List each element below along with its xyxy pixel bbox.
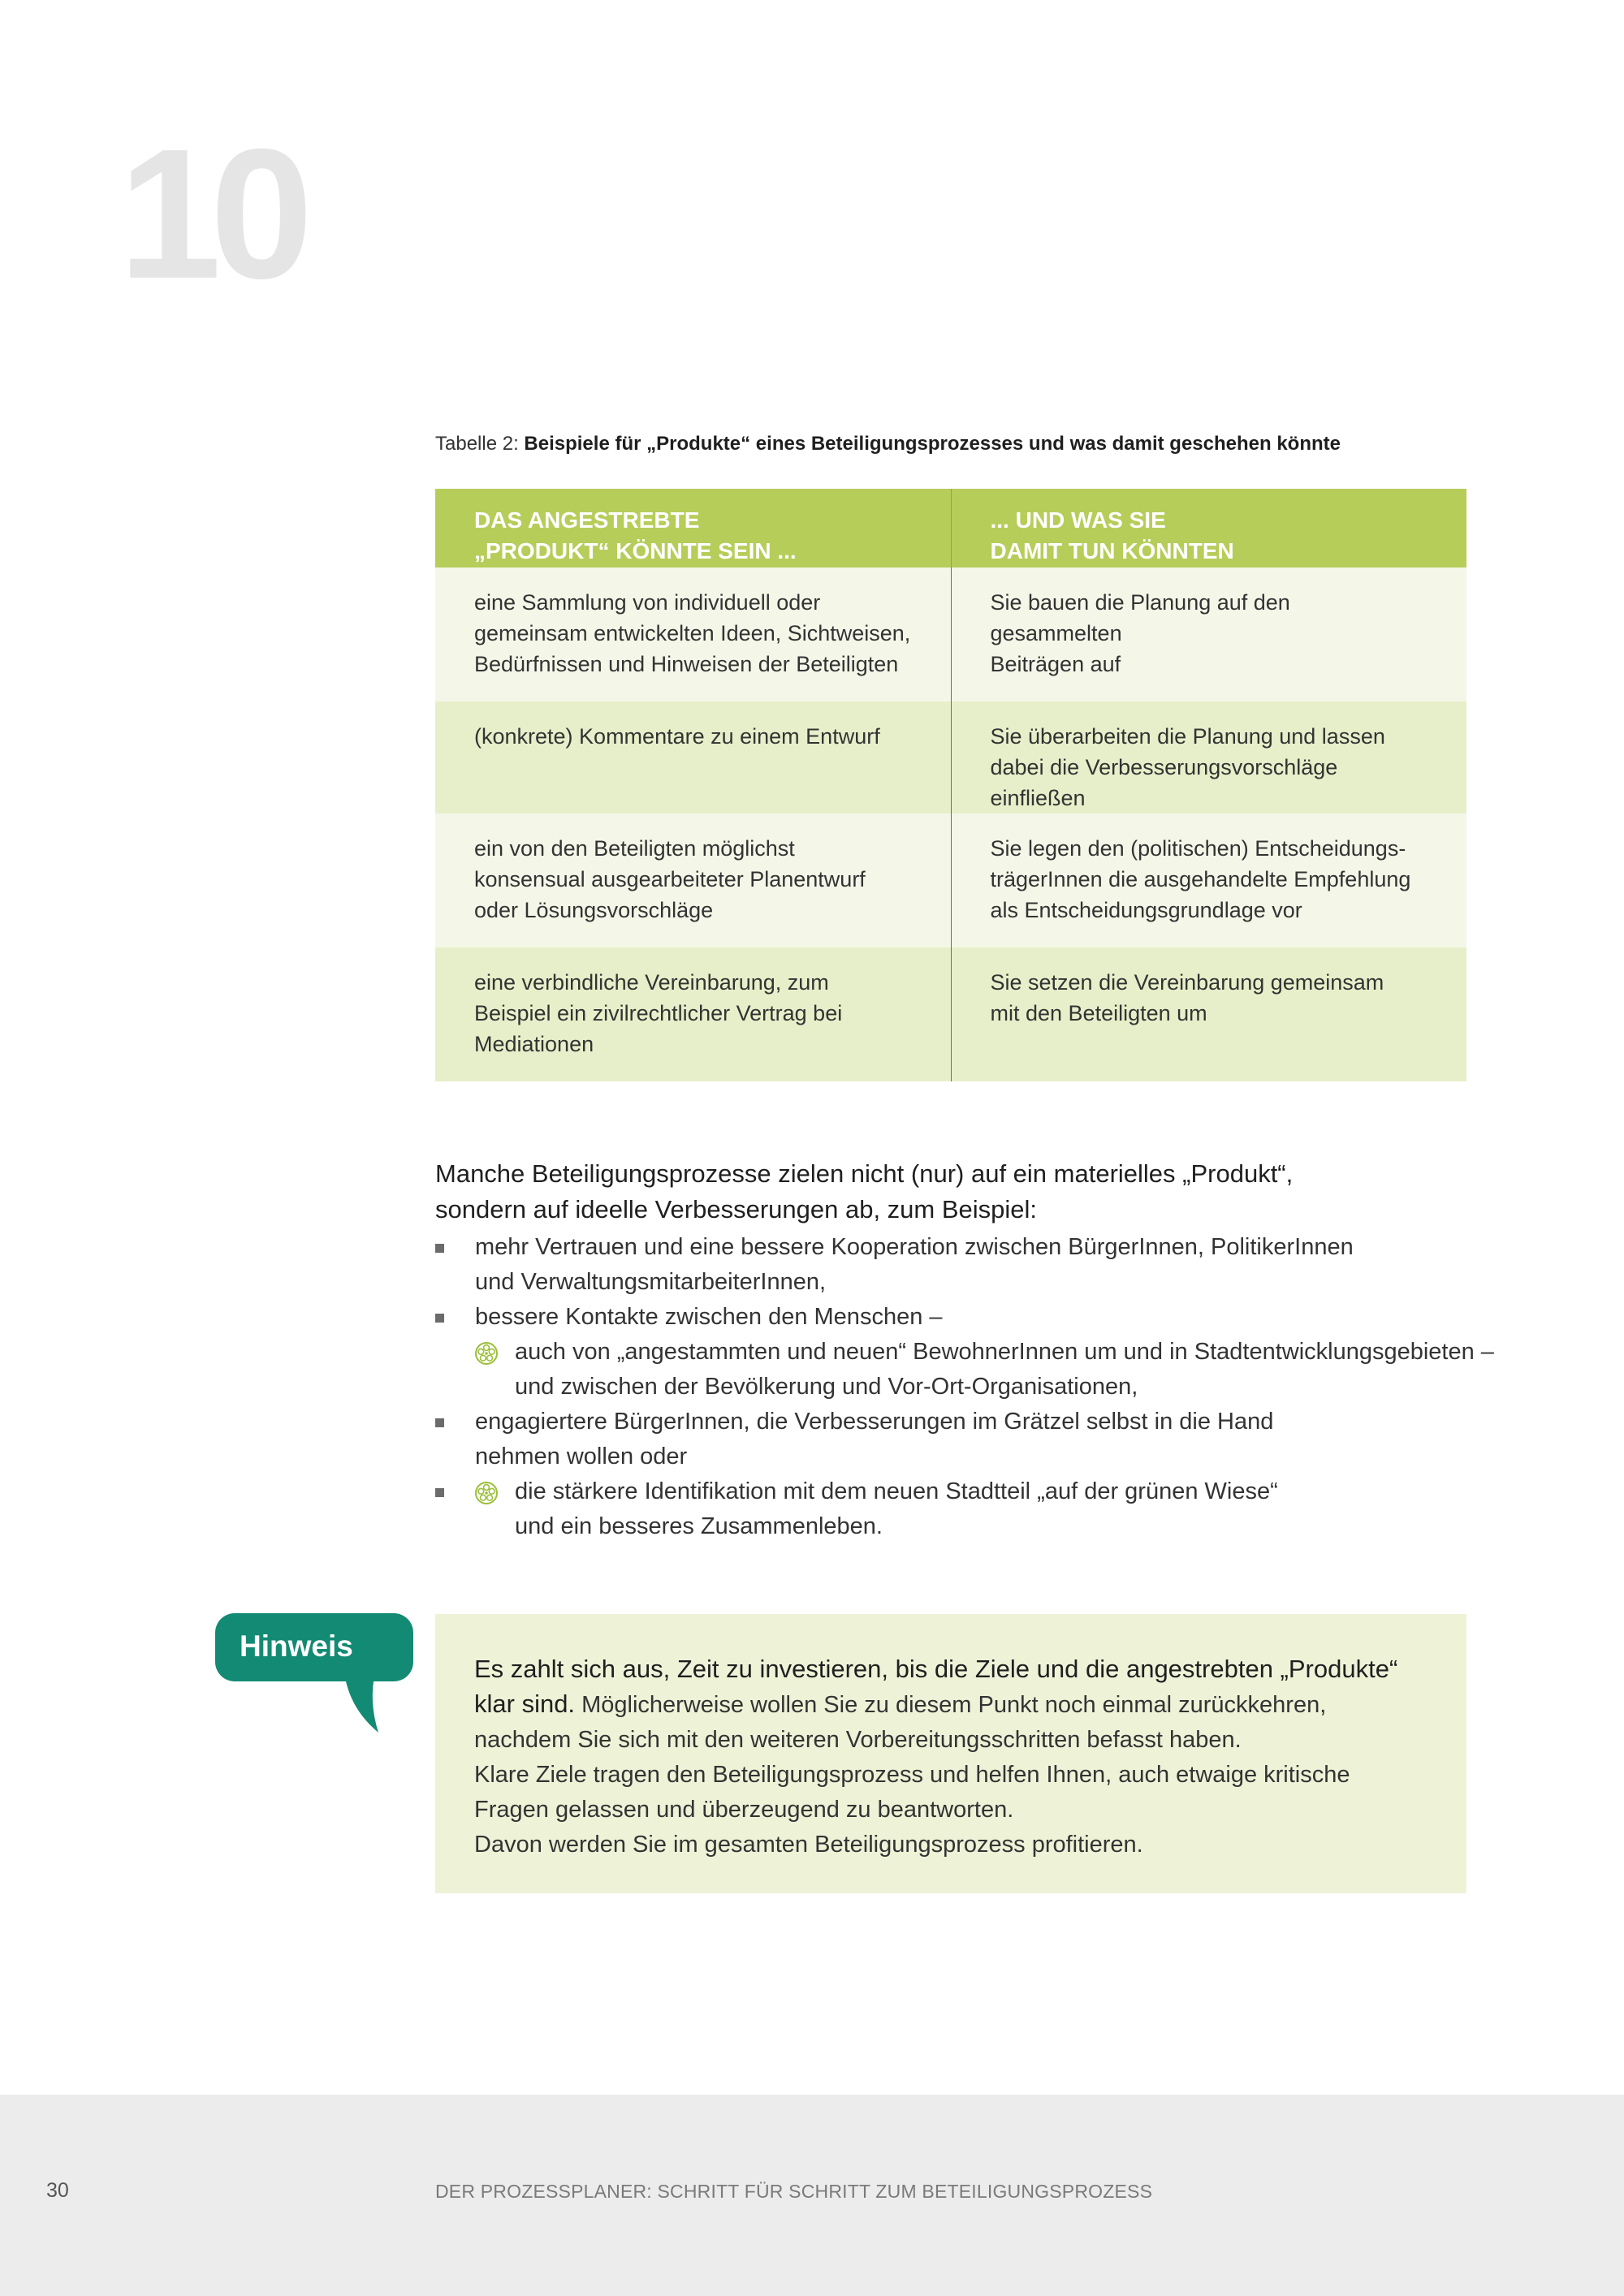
table-header-product xyxy=(435,489,951,568)
cell-line: gemeinsam entwickelten Ideen, Sichtweisen, xyxy=(474,621,911,645)
hint-line: Klare Ziele tragen den Beteiligungsprozess und helfen Ihnen, auch etwaige kritische xyxy=(474,1762,1350,1788)
hint-bubble-tail xyxy=(333,1672,382,1734)
table-cell-action xyxy=(951,568,1466,701)
cell-line: Sie setzen die Vereinbarung gemeinsam xyxy=(990,970,1384,995)
table-cell-action xyxy=(951,814,1466,947)
hint-line: Davon werden Sie im gesamten Beteiligungsprozess profitieren. xyxy=(474,1832,1143,1858)
cell-line: oder Lösungsvorschläge xyxy=(474,898,714,922)
list-item-line: und VerwaltungsmitarbeiterInnen, xyxy=(475,1269,827,1295)
table-cell-product xyxy=(435,814,951,947)
table-header-action xyxy=(951,489,1466,568)
table-cell-product xyxy=(435,701,951,814)
square-bullet-icon xyxy=(435,1488,444,1497)
table-cell-action xyxy=(951,947,1466,1081)
list-item xyxy=(435,1335,1507,1405)
table-caption-prefix: Tabelle 2: xyxy=(435,433,525,455)
hint-line xyxy=(474,1686,1427,1723)
flower-icon xyxy=(474,1481,499,1505)
list-item-line: und ein besseres Zusammenleben. xyxy=(515,1513,883,1539)
cell-line: Bedürfnissen und Hinweisen der Beteiligten xyxy=(474,652,899,676)
footer-title: DER PROZESSPLANER: SCHRITT FÜR SCHRITT ZUM BETEILIGUNGSPROZESS xyxy=(435,2181,1153,2202)
square-bullet-icon xyxy=(435,1314,444,1323)
table-row xyxy=(435,814,1466,947)
list-item xyxy=(435,1405,1507,1474)
header-line: ... UND WAS SIE xyxy=(990,507,1166,533)
list-item xyxy=(435,1230,1507,1300)
header-line: DAS ANGESTREBTE xyxy=(474,507,700,533)
cell-line: (konkrete) Kommentare zu einem Entwurf xyxy=(474,724,880,749)
hint-line: Fragen gelassen und überzeugend zu beantworten. xyxy=(474,1797,1014,1823)
cell-line: Sie legen den (politischen) Entscheidungs- xyxy=(990,836,1406,861)
cell-line: dabei die Verbesserungsvorschläge einfließen xyxy=(990,755,1338,810)
cell-line: Sie bauen die Planung auf den gesammelten xyxy=(990,590,1290,645)
list-item-line: auch von „angestammten und neuen“ BewohnerInnen um und in Stadtentwicklungsgebieten – xyxy=(515,1339,1494,1365)
list-item xyxy=(435,1300,1507,1335)
header-line: „PRODUKT“ KÖNNTE SEIN ... xyxy=(474,538,797,563)
list-item-line: nehmen wollen oder xyxy=(475,1444,688,1470)
cell-line: trägerInnen die ausgehandelte Empfehlung xyxy=(990,867,1411,891)
hint-label: Hinweis xyxy=(240,1629,353,1663)
table-cell-product xyxy=(435,568,951,701)
hint-line-continuation: Möglicherweise wollen Sie zu diesem Punkt noch einmal zurückkehren, xyxy=(575,1692,1327,1718)
table-row xyxy=(435,947,1466,1081)
cell-line: eine Sammlung von individuell oder xyxy=(474,590,821,615)
cell-line: als Entscheidungsgrundlage vor xyxy=(990,898,1302,922)
intro-line: sondern auf ideelle Verbesserungen ab, zum Beispiel: xyxy=(435,1195,1038,1224)
page-number: 30 xyxy=(46,2179,69,2202)
header-line: DAMIT TUN KÖNNTEN xyxy=(990,538,1234,563)
list-item-line: und zwischen der Bevölkerung und Vor-Ort-Organisationen, xyxy=(515,1374,1138,1400)
cell-line: Beiträgen auf xyxy=(990,652,1121,676)
list-item-line: die stärkere Identifikation mit dem neuen Stadtteil „auf der grünen Wiese“ xyxy=(515,1478,1278,1504)
table-cell-product xyxy=(435,947,951,1081)
square-bullet-icon xyxy=(435,1418,444,1427)
cell-line: konsensual ausgearbeiteter Planentwurf xyxy=(474,867,866,891)
hint-lead-line: Es zahlt sich aus, Zeit zu investieren, bis die Ziele und die angestrebten „Produkte“ xyxy=(474,1655,1398,1683)
table-header-row xyxy=(435,489,1466,568)
hint-lead-emphasis: klar sind. xyxy=(474,1690,576,1718)
cell-line: eine verbindliche Vereinbarung, zum xyxy=(474,970,829,995)
hint-line: nachdem Sie sich mit den weiteren Vorbereitungsschritten befasst haben. xyxy=(474,1727,1242,1753)
cell-line: ein von den Beteiligten möglichst xyxy=(474,836,795,861)
table-caption-title: Beispiele für „Produkte“ eines Beteiligungsprozesses und was damit geschehen könnte xyxy=(524,433,1341,455)
bullet-list xyxy=(435,1230,1507,1544)
list-item-line: bessere Kontakte zwischen den Menschen – xyxy=(475,1304,943,1330)
table-row xyxy=(435,701,1466,814)
list-item-line: engagiertere BürgerInnen, die Verbesserungen im Grätzel selbst in die Hand xyxy=(475,1409,1274,1435)
intro-line: Manche Beteiligungsprozesse zielen nicht (nur) auf ein materielles „Produkt“, xyxy=(435,1159,1294,1188)
table-cell-action xyxy=(951,701,1466,814)
square-bullet-icon xyxy=(435,1244,444,1253)
cell-line: mit den Beteiligten um xyxy=(990,1001,1207,1025)
table-caption xyxy=(435,433,1556,455)
intro-paragraph xyxy=(435,1156,1483,1228)
chapter-number: 10 xyxy=(119,111,302,317)
cell-line: Mediationen xyxy=(474,1032,594,1056)
products-table xyxy=(435,489,1466,1081)
cell-line: Sie überarbeiten die Planung und lassen xyxy=(990,724,1385,749)
cell-line: Beispiel ein zivilrechtlicher Vertrag bei xyxy=(474,1001,843,1025)
list-item xyxy=(435,1474,1507,1544)
table-row xyxy=(435,568,1466,701)
hint-box xyxy=(435,1614,1466,1893)
flower-icon xyxy=(474,1341,499,1366)
list-item-line: mehr Vertrauen und eine bessere Kooperation zwischen BürgerInnen, PolitikerInnen xyxy=(475,1234,1354,1260)
